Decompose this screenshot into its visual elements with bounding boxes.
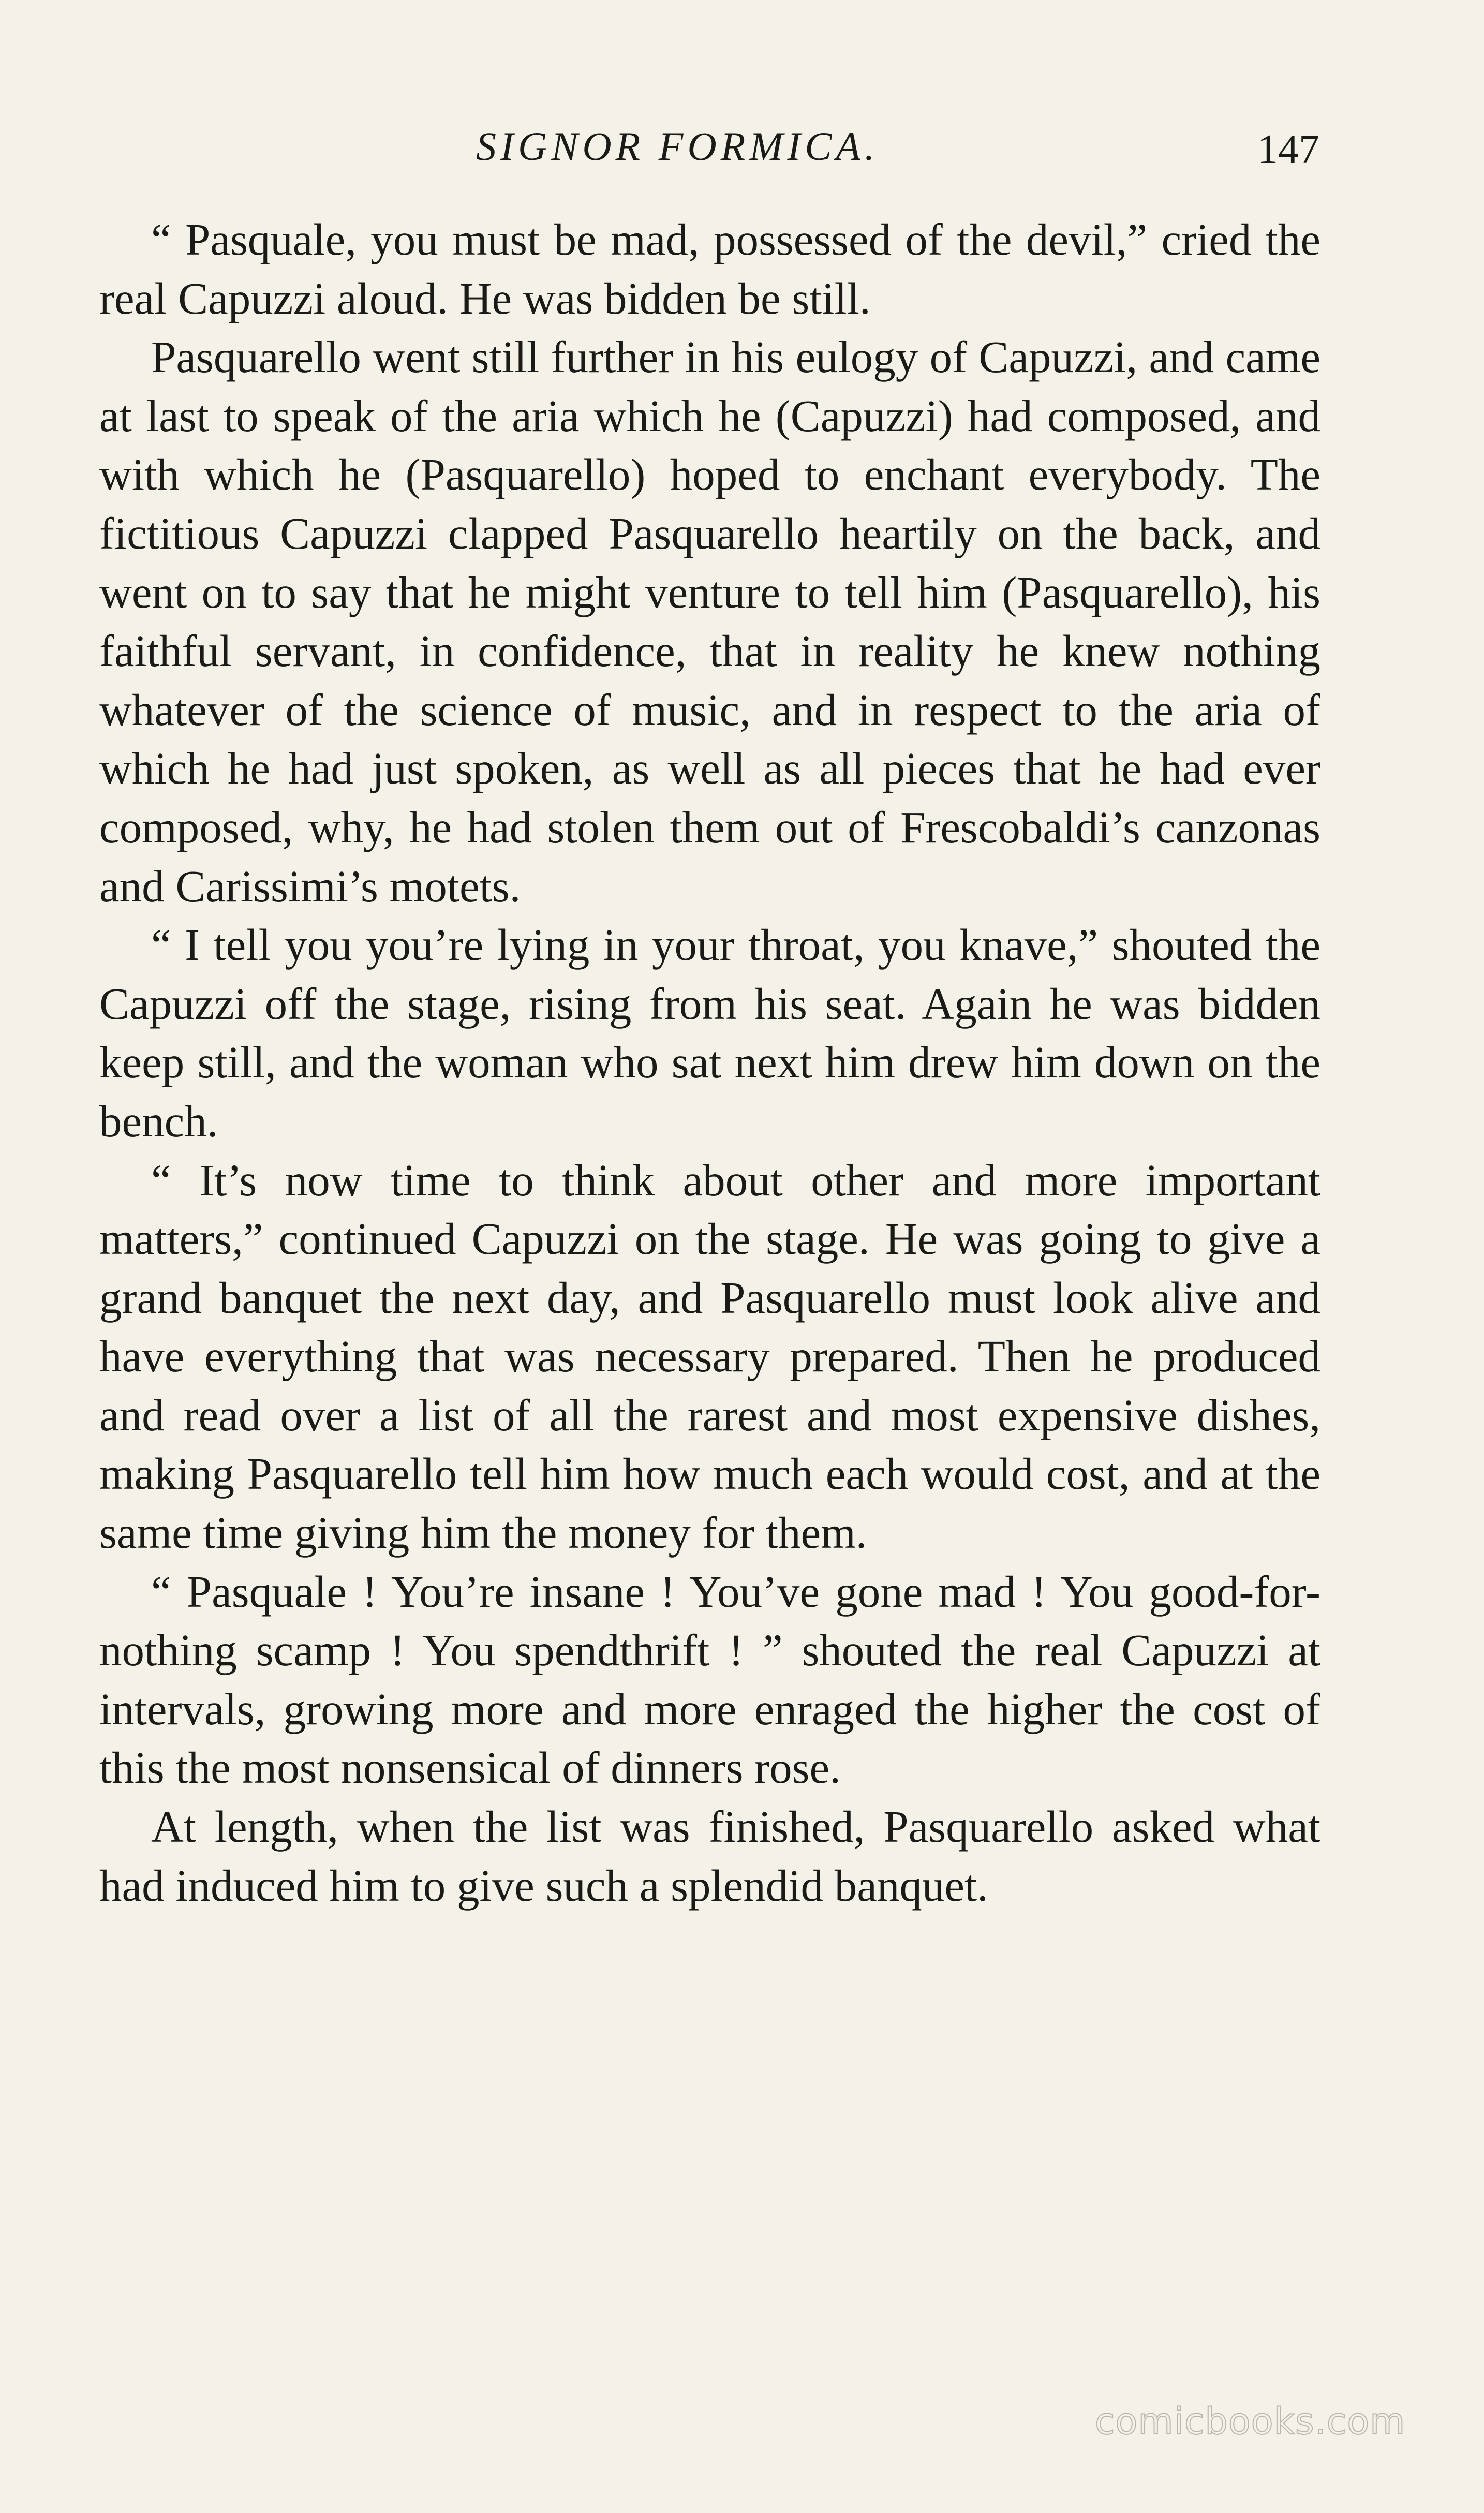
- watermark: comicbooks.com: [1095, 2400, 1406, 2443]
- paragraph: “ I tell you you’re lying in your throat, you knave,” shouted the Capuzzi off the stage, rising from his seat. Again he was bidden keep still, and the woman who sat next him drew him down on the bench.: [99, 920, 1320, 1146]
- paragraph: “ Pasquale, you must be mad, possessed of the devil,” cried the real Capuzzi aloud. He was bidden be still.: [99, 214, 1320, 323]
- running-title: SIGNOR FORMICA.: [476, 124, 879, 169]
- paragraph: Pasquarello went still further in his eulogy of Capuzzi, and came at last to speak of the aria which he (Capuzzi) had composed, and with which he (Pasquarello) hoped to enchant everybody. The fictitious Capuzzi clapped Pasquarello heartily on the back, and went on to say that he might venture to tell him (Pasquarello), his faithful servant, in confidence, that in reality he knew nothing whatever of the science of music, and in respect to the aria of which he had just spoken, as well as all pieces that he had ever composed, why, he had stolen them out of Frescobaldi’s canzonas and Carissimi’s motets.: [99, 332, 1320, 911]
- page-number: 147: [1257, 127, 1319, 172]
- paragraph: At length, when the list was finished, Pasquarello asked what had induced him to give such a splendid banquet.: [99, 1801, 1320, 1911]
- paragraph: “ It’s now time to think about other and more important matters,” continued Capuzzi on the stage. He was going to give a grand banquet the next day, and Pasquarello must look alive and have everything that was necessary prepared. Then he produced and read over a list of all the rarest and most expensive dishes, making Pasquarello tell him how much each would cost, and at the same time giving him the money for them.: [99, 1155, 1320, 1558]
- body-text: [99, 210, 1320, 1915]
- running-head: [0, 118, 1484, 175]
- paragraph: “ Pasquale ! You’re insane ! You’ve gone mad ! You good-for-nothing scamp ! You spendthrift ! ” shouted the real Capuzzi at intervals, growing more and more enraged the higher the cost of this the most nonsensical of dinners rose.: [99, 1566, 1320, 1793]
